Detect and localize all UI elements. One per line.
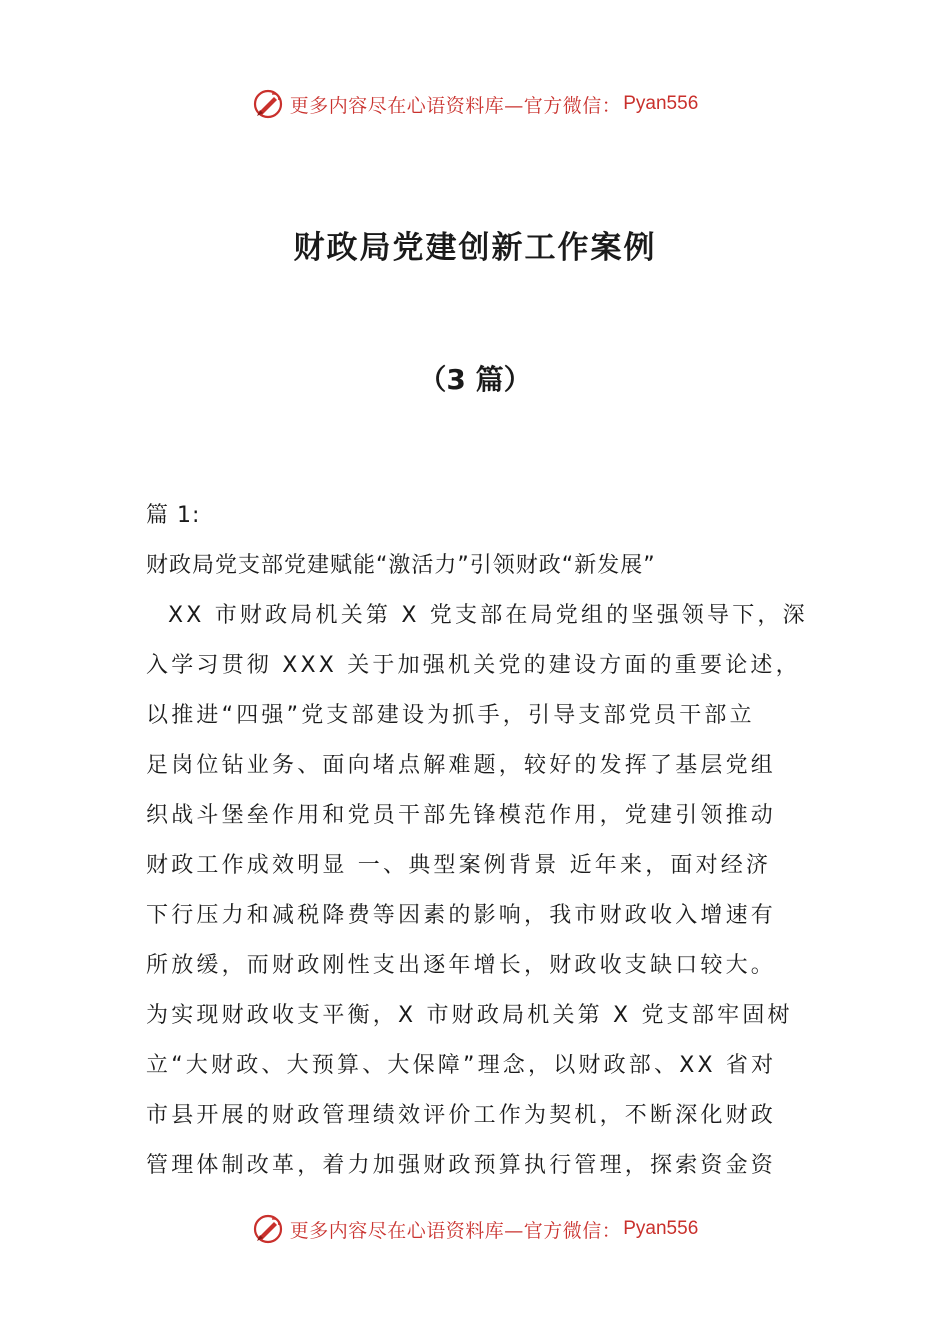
- body-line: 足岗位钻业务、面向堵点解难题，较好的发挥了基层党组: [146, 753, 777, 778]
- section-label: 篇 1:: [146, 503, 201, 528]
- body-line: 财政工作成效明显 一、典型案例背景 近年来，面对经济: [146, 853, 772, 878]
- article-title: 财政局党支部党建赋能“激活力”引领财政“新发展”: [146, 553, 656, 578]
- body-line: 织战斗堡垒作用和党员干部先锋模范作用，党建引领推动: [146, 803, 777, 828]
- document-subtitle: （3 篇）: [418, 363, 532, 396]
- document-body: [146, 500, 808, 1200]
- pen-logo-icon: [252, 88, 284, 120]
- body-line: 入学习贯彻 XXX 关于加强机关党的建设方面的重要论述，: [146, 653, 801, 678]
- body-line: 管理体制改革，着力加强财政预算执行管理，探索资金资: [146, 1153, 777, 1178]
- watermark-text: 更多内容尽在心语资料库—官方微信：: [289, 94, 622, 117]
- watermark-wechat-id: Pyan556: [623, 1218, 699, 1239]
- watermark-text: 更多内容尽在心语资料库—官方微信：: [289, 1219, 622, 1242]
- watermark-footer: [0, 1209, 950, 1249]
- body-line: XX 市财政局机关第 X 党支部在局党组的坚强领导下，深: [168, 603, 808, 628]
- watermark-header: [0, 84, 950, 124]
- pen-logo-icon: [252, 1213, 284, 1245]
- body-line: 下行压力和减税降费等因素的影响，我市财政收入增速有: [146, 903, 777, 928]
- body-line: 市县开展的财政管理绩效评价工作为契机，不断深化财政: [146, 1103, 777, 1128]
- document-title: 财政局党建创新工作案例: [293, 230, 657, 266]
- body-line: 所放缓，而财政刚性支出逐年增长，财政收支缺口较大。: [146, 953, 777, 978]
- body-line: 立“大财政、大预算、大保障”理念，以财政部、XX 省对: [146, 1053, 777, 1078]
- body-line: 以推进“四强”党支部建设为抓手，引导支部党员干部立: [146, 703, 755, 728]
- body-line: 为实现财政收支平衡，X 市财政局机关第 X 党支部牢固树: [146, 1003, 793, 1028]
- watermark-wechat-id: Pyan556: [623, 93, 699, 114]
